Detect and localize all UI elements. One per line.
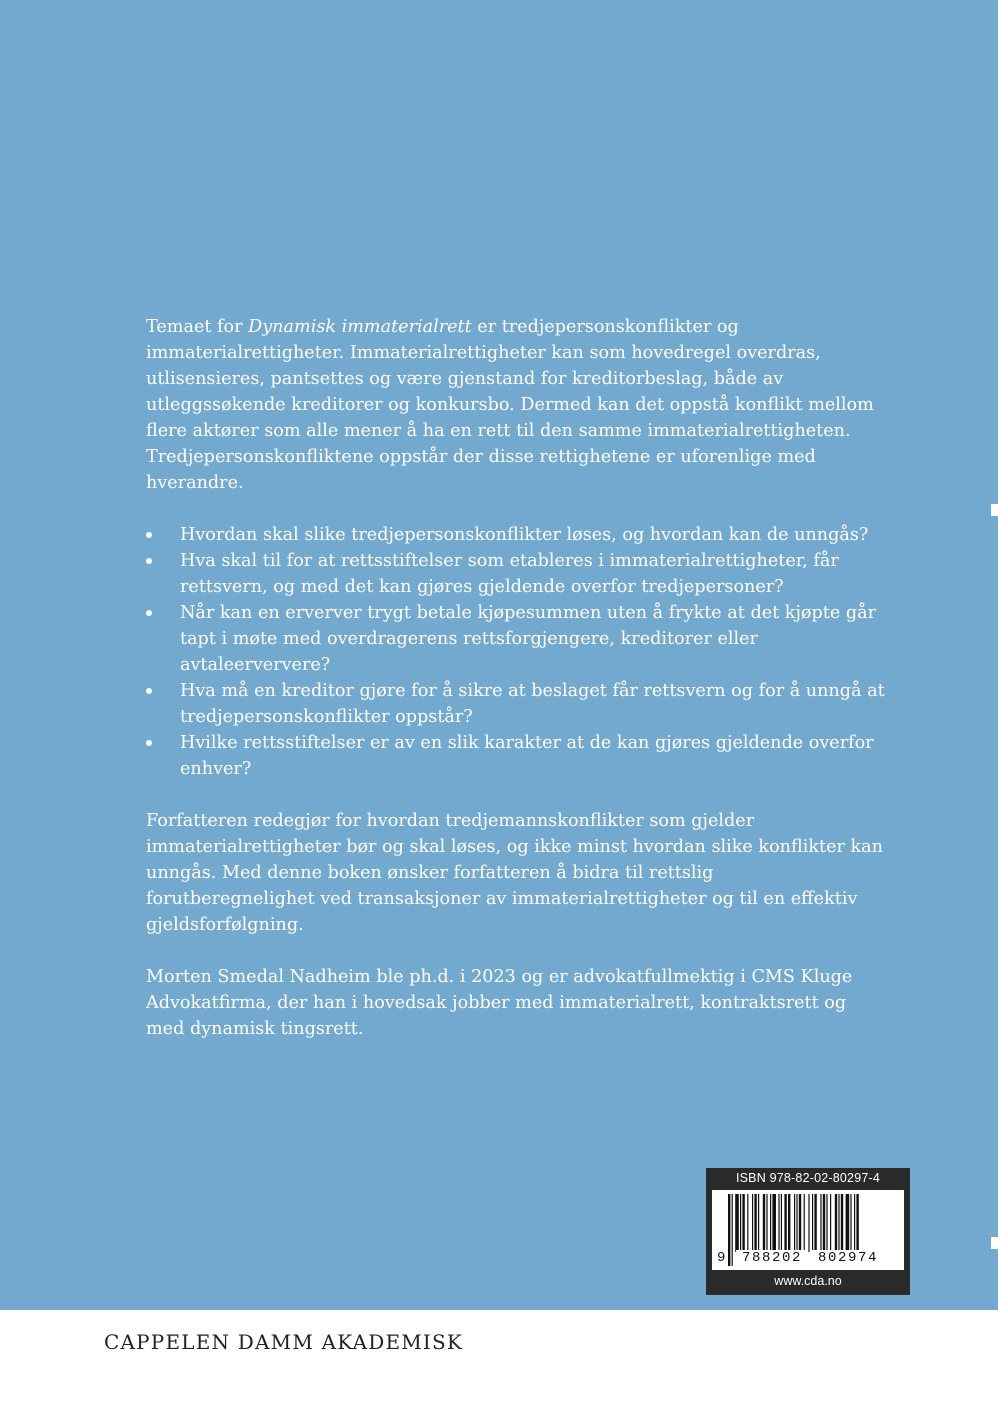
question-text: Når kan en erverver trygt betale kjøpesummen uten å frykte at det kjøpte går tapt i møte med overdragerens rettsforgjengere, kreditorer eller avtaleerververe? bbox=[180, 603, 877, 675]
list-item bbox=[146, 730, 886, 782]
barcode-bar bbox=[735, 1194, 739, 1252]
barcode-bar bbox=[826, 1194, 827, 1252]
barcode-bar bbox=[854, 1194, 855, 1252]
barcode-bar bbox=[778, 1194, 779, 1252]
barcode-bar bbox=[763, 1194, 765, 1252]
blurb-text bbox=[146, 314, 886, 1042]
barcode-bar bbox=[799, 1194, 801, 1252]
barcode-digits bbox=[712, 1248, 904, 1268]
barcode-bar bbox=[830, 1194, 831, 1252]
barcode-digits-left: 788202 bbox=[736, 1250, 808, 1266]
author-bio: Morten Smedal Nadheim ble ph.d. i 2023 og er advokatfullmektig i CMS Kluge Advokatfirma, der han i hovedsak jobber med immaterialrett, kontraktsrett og med dynamisk tingsrett. bbox=[146, 967, 853, 1039]
barcode-bar bbox=[850, 1194, 851, 1252]
list-item bbox=[146, 600, 886, 678]
barcode-bar bbox=[747, 1194, 748, 1252]
list-item bbox=[146, 678, 886, 730]
list-item bbox=[146, 522, 886, 548]
barcode-bar bbox=[814, 1194, 816, 1252]
intro-lead: Temaet for bbox=[146, 317, 249, 337]
barcode-bar bbox=[788, 1194, 790, 1252]
barcode-bar bbox=[770, 1194, 771, 1252]
isbn-label: ISBN 978-82-02-80297-4 bbox=[735, 1171, 881, 1185]
question-text: Hvilke rettsstiftelser er av en slik karakter at de kan gjøres gjeldende overfor enhver? bbox=[180, 733, 874, 779]
barcode-bar bbox=[742, 1194, 744, 1252]
barcode-bar bbox=[804, 1194, 805, 1252]
barcode bbox=[712, 1190, 904, 1270]
question-text: Hvordan skal slike tredjepersonskonflikter løses, og hvordan kan de unngås? bbox=[180, 525, 869, 545]
barcode-bar bbox=[812, 1194, 813, 1252]
summary-paragraph: Forfatteren redegjør for hvordan tredjemannskonflikter som gjelder immaterialrettigheter bør og skal løses, og ikke minst hvordan slike konflikter kan unngås. Med denne boken ønsker forfatteren å bidra til rettslig forutberegnelighet ved transaksjoner av immaterialrettigheter og til en effektiv gjeldsforfølgning. bbox=[146, 811, 883, 935]
edge-mark bbox=[991, 1237, 998, 1249]
barcode-bar bbox=[838, 1194, 839, 1252]
barcode-bar bbox=[820, 1194, 821, 1252]
bullet-icon bbox=[146, 610, 152, 616]
barcode-bar bbox=[823, 1194, 825, 1252]
barcode-bar bbox=[835, 1194, 837, 1252]
intro-paragraph bbox=[146, 314, 886, 496]
barcode-bar bbox=[766, 1194, 767, 1252]
barcode-digits-right: 802974 bbox=[812, 1250, 884, 1266]
barcode-bar bbox=[754, 1194, 756, 1252]
barcode-box bbox=[706, 1168, 910, 1295]
question-list bbox=[146, 522, 886, 782]
edge-mark bbox=[991, 504, 998, 516]
bullet-icon bbox=[146, 688, 152, 694]
bullet-icon bbox=[146, 532, 152, 538]
bullet-icon bbox=[146, 558, 152, 564]
book-title: Dynamisk immaterialrett bbox=[248, 317, 472, 337]
barcode-bar bbox=[784, 1194, 786, 1252]
intro-body: er tredjepersonskonflikter og immaterialrettigheter. Immaterialrettigheter kan som hovedregel overdras, utlisensieres, pantsettes og være gjenstand for kreditorbeslag, både av utleggssøkende kreditorer og konkursbo. Dermed kan det oppstå konflikt mellom flere aktører som alle mener å ha en rett til den samme immaterialrettigheten. Tredjepersonskonfliktene oppstår der disse rettighetene er uforenlige med hverandre. bbox=[146, 317, 874, 493]
publisher-website: www.cda.no bbox=[774, 1274, 842, 1288]
barcode-bar bbox=[758, 1194, 759, 1252]
list-item bbox=[146, 548, 886, 600]
barcode-digit-first: 9 bbox=[717, 1250, 726, 1266]
barcode-bar bbox=[846, 1194, 850, 1252]
question-text: Hva må en kreditor gjøre for å sikre at beslaget får rettsvern og for å unngå at tredjepersonskonflikter oppstår? bbox=[180, 681, 885, 727]
barcode-bar bbox=[740, 1194, 741, 1252]
barcode-bar bbox=[752, 1194, 753, 1252]
publisher-logo: CAPPELEN DAMM AKADEMISK bbox=[104, 1330, 464, 1354]
bullet-icon bbox=[146, 740, 152, 746]
barcode-bar bbox=[781, 1194, 782, 1252]
barcode-bar bbox=[841, 1194, 843, 1252]
barcode-bar bbox=[772, 1194, 776, 1252]
question-text: Hva skal til for at rettsstiftelser som etableres i immaterialrettigheter, får rettsvern, og med det kan gjøres gjeldende overfor tredjepersoner? bbox=[180, 551, 839, 597]
barcode-bar bbox=[808, 1194, 809, 1252]
